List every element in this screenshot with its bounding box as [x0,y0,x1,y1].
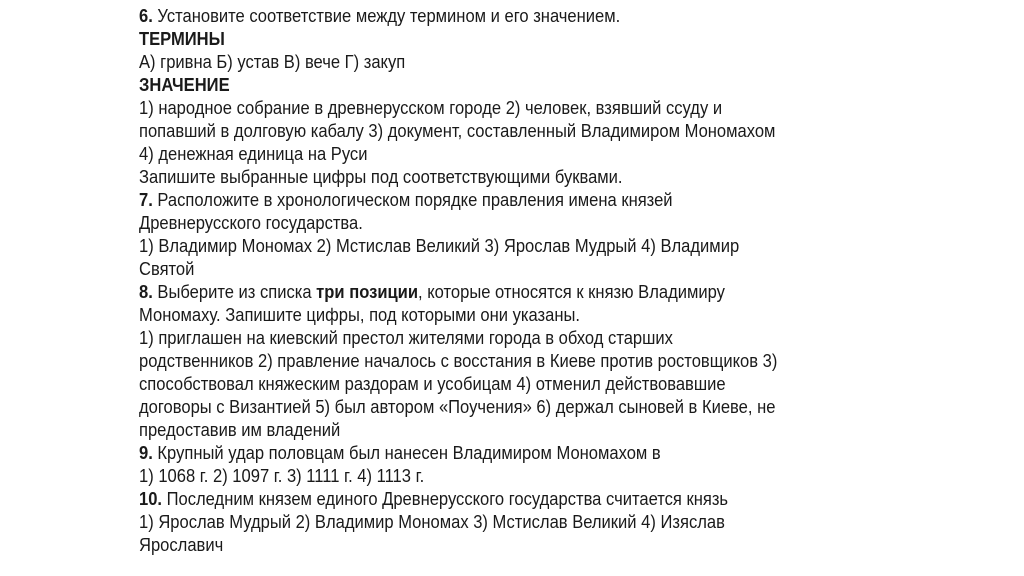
document-page [139,5,880,557]
meanings-line: попавший в долговую кабалу 3) документ, составленный Владимиром Мономахом [139,121,776,141]
question-6-title [139,5,880,28]
question-text: Крупный удар половцам был нанесен Владимиром Мономахом в [152,443,661,463]
emphasis-text: три позиции [316,282,419,302]
terms-heading-text: ТЕРМИНЫ [139,29,225,49]
question-text: Последним князем единого Древнерусского государства считается князь [162,489,729,509]
question-7-title [139,189,880,212]
question-7-options: Святой [139,259,195,279]
meanings-line: 1) народное собрание в древнерусском городе 2) человек, взявший ссуду и [139,98,723,118]
question-7-options: 1) Владимир Мономах 2) Мстислав Великий 3) Ярослав Мудрый 4) Владимир [139,236,740,256]
question-10-options: 1) Ярослав Мудрый 2) Владимир Мономах 3) Мстислав Великий 4) Изяслав [139,512,725,532]
question-10-options: Ярославич [139,535,224,555]
question-number: 6. [139,6,153,26]
question-number: 8. [139,282,153,302]
question-9-title [139,442,880,465]
meanings-line: 4) денежная единица на Руси [139,144,368,164]
question-8-options: родственников 2) правление началось с восстания в Киеве против ростовщиков 3) [139,351,778,371]
question-8-options: предоставив им владений [139,420,341,440]
question-text: , которые относятся к князю Владимиру [418,282,725,302]
question-8-title-cont: Мономаху. Запишите цифры, под которыми они указаны. [139,305,580,325]
terms-heading [139,28,880,51]
question-6-instruction: Запишите выбранные цифры под соответствующими буквами. [139,167,623,187]
question-8-title [139,281,880,304]
question-number: 9. [139,443,153,463]
meanings-heading [139,74,880,97]
question-8-options: договоры с Византией 5) был автором «Поучения» 6) держал сыновей в Киеве, не [139,397,776,417]
question-8-options: 1) приглашен на киевский престол жителями города в обход старших [139,328,673,348]
question-text: Выберите из списка [152,282,317,302]
question-number: 7. [139,190,153,210]
question-10-title [139,488,880,511]
question-text: Установите соответствие между термином и его значением. [152,6,621,26]
meanings-heading-text: ЗНАЧЕНИЕ [139,75,230,95]
question-8-options: способствовал княжеским раздорам и усобицам 4) отменил действовавшие [139,374,726,394]
question-text: Расположите в хронологическом порядке правления имена князей [152,190,673,210]
question-9-options: 1) 1068 г. 2) 1097 г. 3) 1111 г. 4) 1113 г. [139,466,425,486]
question-number: 10. [139,489,163,509]
question-7-title-cont: Древнерусского государства. [139,213,363,233]
terms-list: А) гривна Б) устав В) вече Г) закуп [139,52,406,72]
